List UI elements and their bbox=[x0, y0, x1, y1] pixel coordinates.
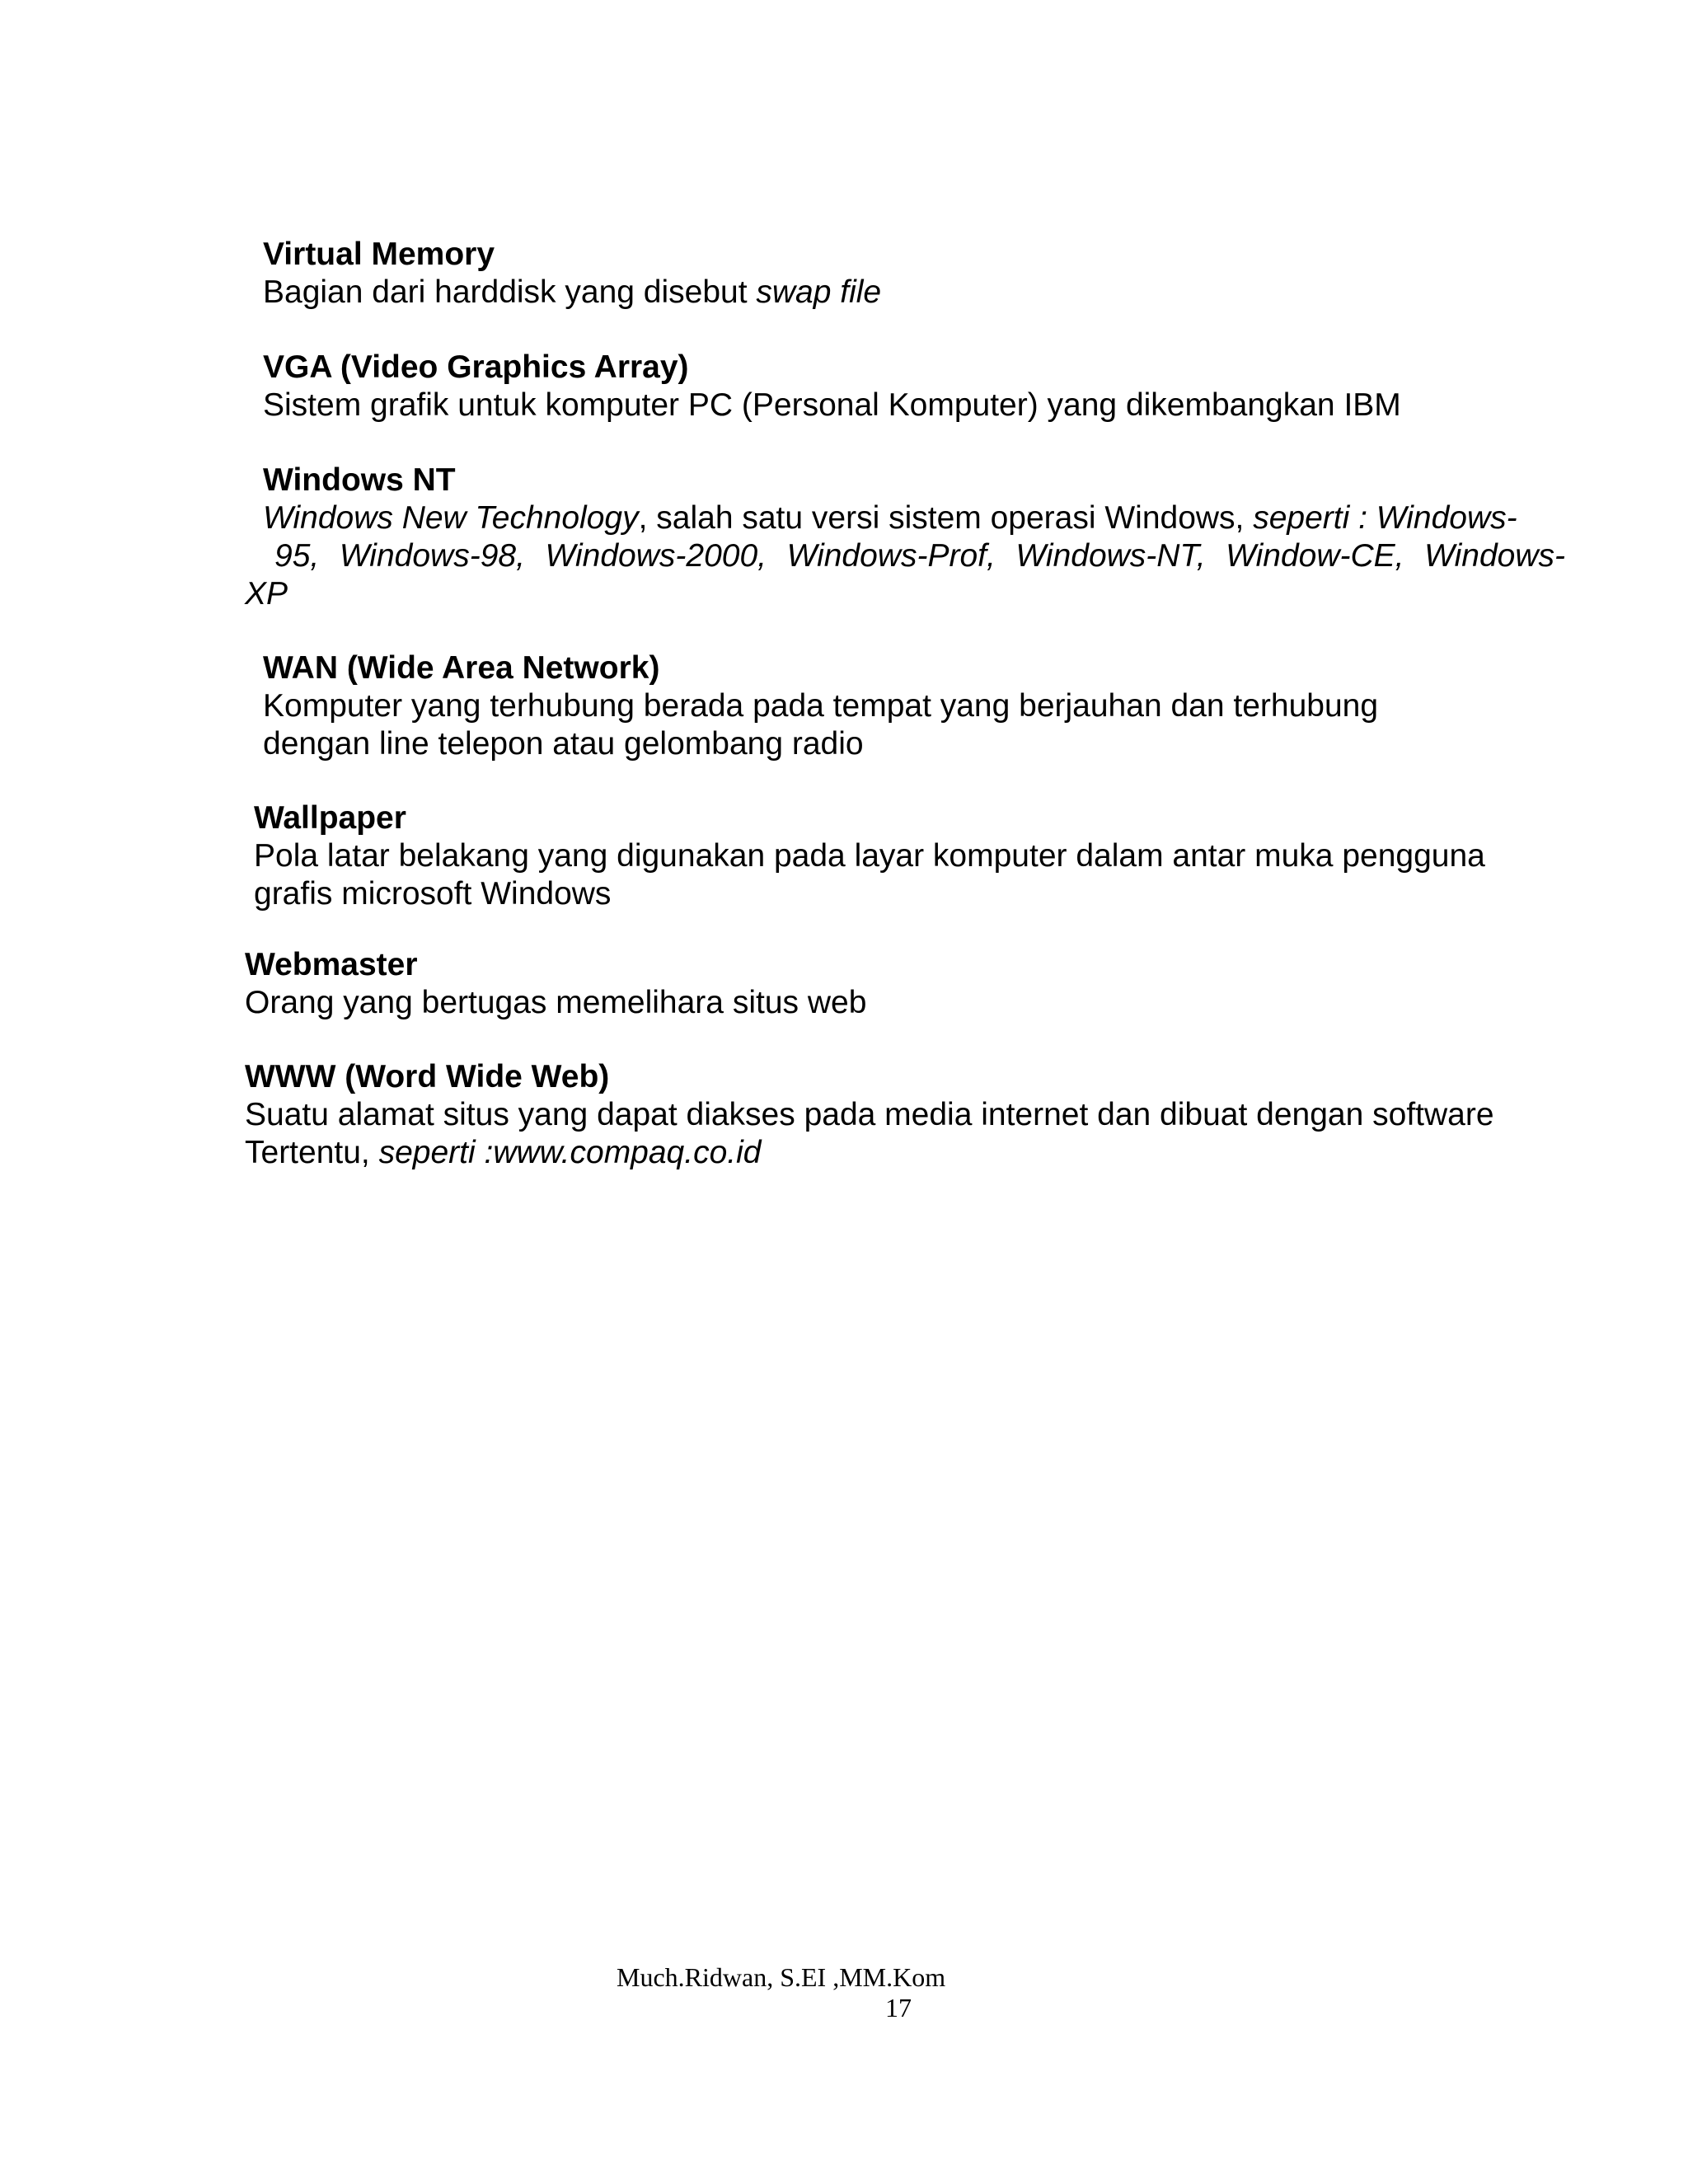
term-wan: WAN (Wide Area Network) bbox=[263, 650, 660, 686]
definition-wan-line1: Komputer yang terhubung berada pada tempat yang berjauhan dan terhubung bbox=[263, 688, 1379, 724]
definition-windows-nt-line1 bbox=[263, 499, 1565, 537]
term-webmaster: Webmaster bbox=[245, 947, 418, 982]
definition-windows-nt-line2: 95, Windows-98, Windows-2000, Windows-Prof, Windows-NT, Window-CE, Windows- bbox=[274, 538, 1565, 574]
definition-text: Tertentu, bbox=[245, 1135, 379, 1170]
entry-vga bbox=[263, 349, 1401, 424]
definition-virtual-memory bbox=[263, 274, 881, 312]
footer-author: Much.Ridwan, S.EI ,MM.Kom bbox=[617, 1962, 946, 1992]
definition-wan-line2: dengan line telepon atau gelombang radio bbox=[263, 726, 864, 762]
entry-wallpaper bbox=[254, 799, 1485, 913]
definition-wallpaper-line2: grafis microsoft Windows bbox=[254, 876, 612, 912]
definition-vga: Sistem grafik untuk komputer PC (Personal Komputer) yang dikembangkan IBM bbox=[263, 387, 1401, 423]
definition-windows-nt-line3: XP bbox=[245, 576, 288, 612]
definition-italic: Windows New Technology bbox=[263, 500, 639, 536]
definition-italic: seperti : Windows- bbox=[1253, 500, 1517, 536]
definition-wallpaper-line1: Pola latar belakang yang digunakan pada layar komputer dalam antar muka pengguna bbox=[254, 838, 1485, 874]
definition-www-line1: Suatu alamat situs yang dapat diakses pada media internet dan dibuat dengan software bbox=[245, 1097, 1494, 1132]
definition-text: , salah satu versi sistem operasi Windows, bbox=[638, 500, 1254, 536]
entry-wan bbox=[263, 649, 1378, 763]
definition-text: Bagian dari harddisk yang disebut bbox=[263, 274, 757, 310]
term-wallpaper: Wallpaper bbox=[254, 800, 406, 836]
term-virtual-memory: Virtual Memory bbox=[263, 237, 495, 272]
definition-webmaster: Orang yang bertugas memelihara situs web bbox=[245, 985, 867, 1020]
definition-www-line2 bbox=[245, 1134, 1494, 1172]
definition-italic: swap file bbox=[756, 274, 882, 310]
definition-italic: seperti :www.compaq.co.id bbox=[378, 1135, 762, 1170]
term-windows-nt: Windows NT bbox=[263, 462, 456, 498]
page-number: 17 bbox=[885, 1993, 912, 2022]
term-www: WWW (Word Wide Web) bbox=[245, 1059, 610, 1094]
entry-www bbox=[245, 1058, 1494, 1172]
entry-windows-nt bbox=[245, 462, 1565, 613]
entry-virtual-memory bbox=[263, 236, 881, 312]
entry-webmaster bbox=[245, 946, 866, 1022]
term-vga: VGA (Video Graphics Array) bbox=[263, 349, 689, 385]
